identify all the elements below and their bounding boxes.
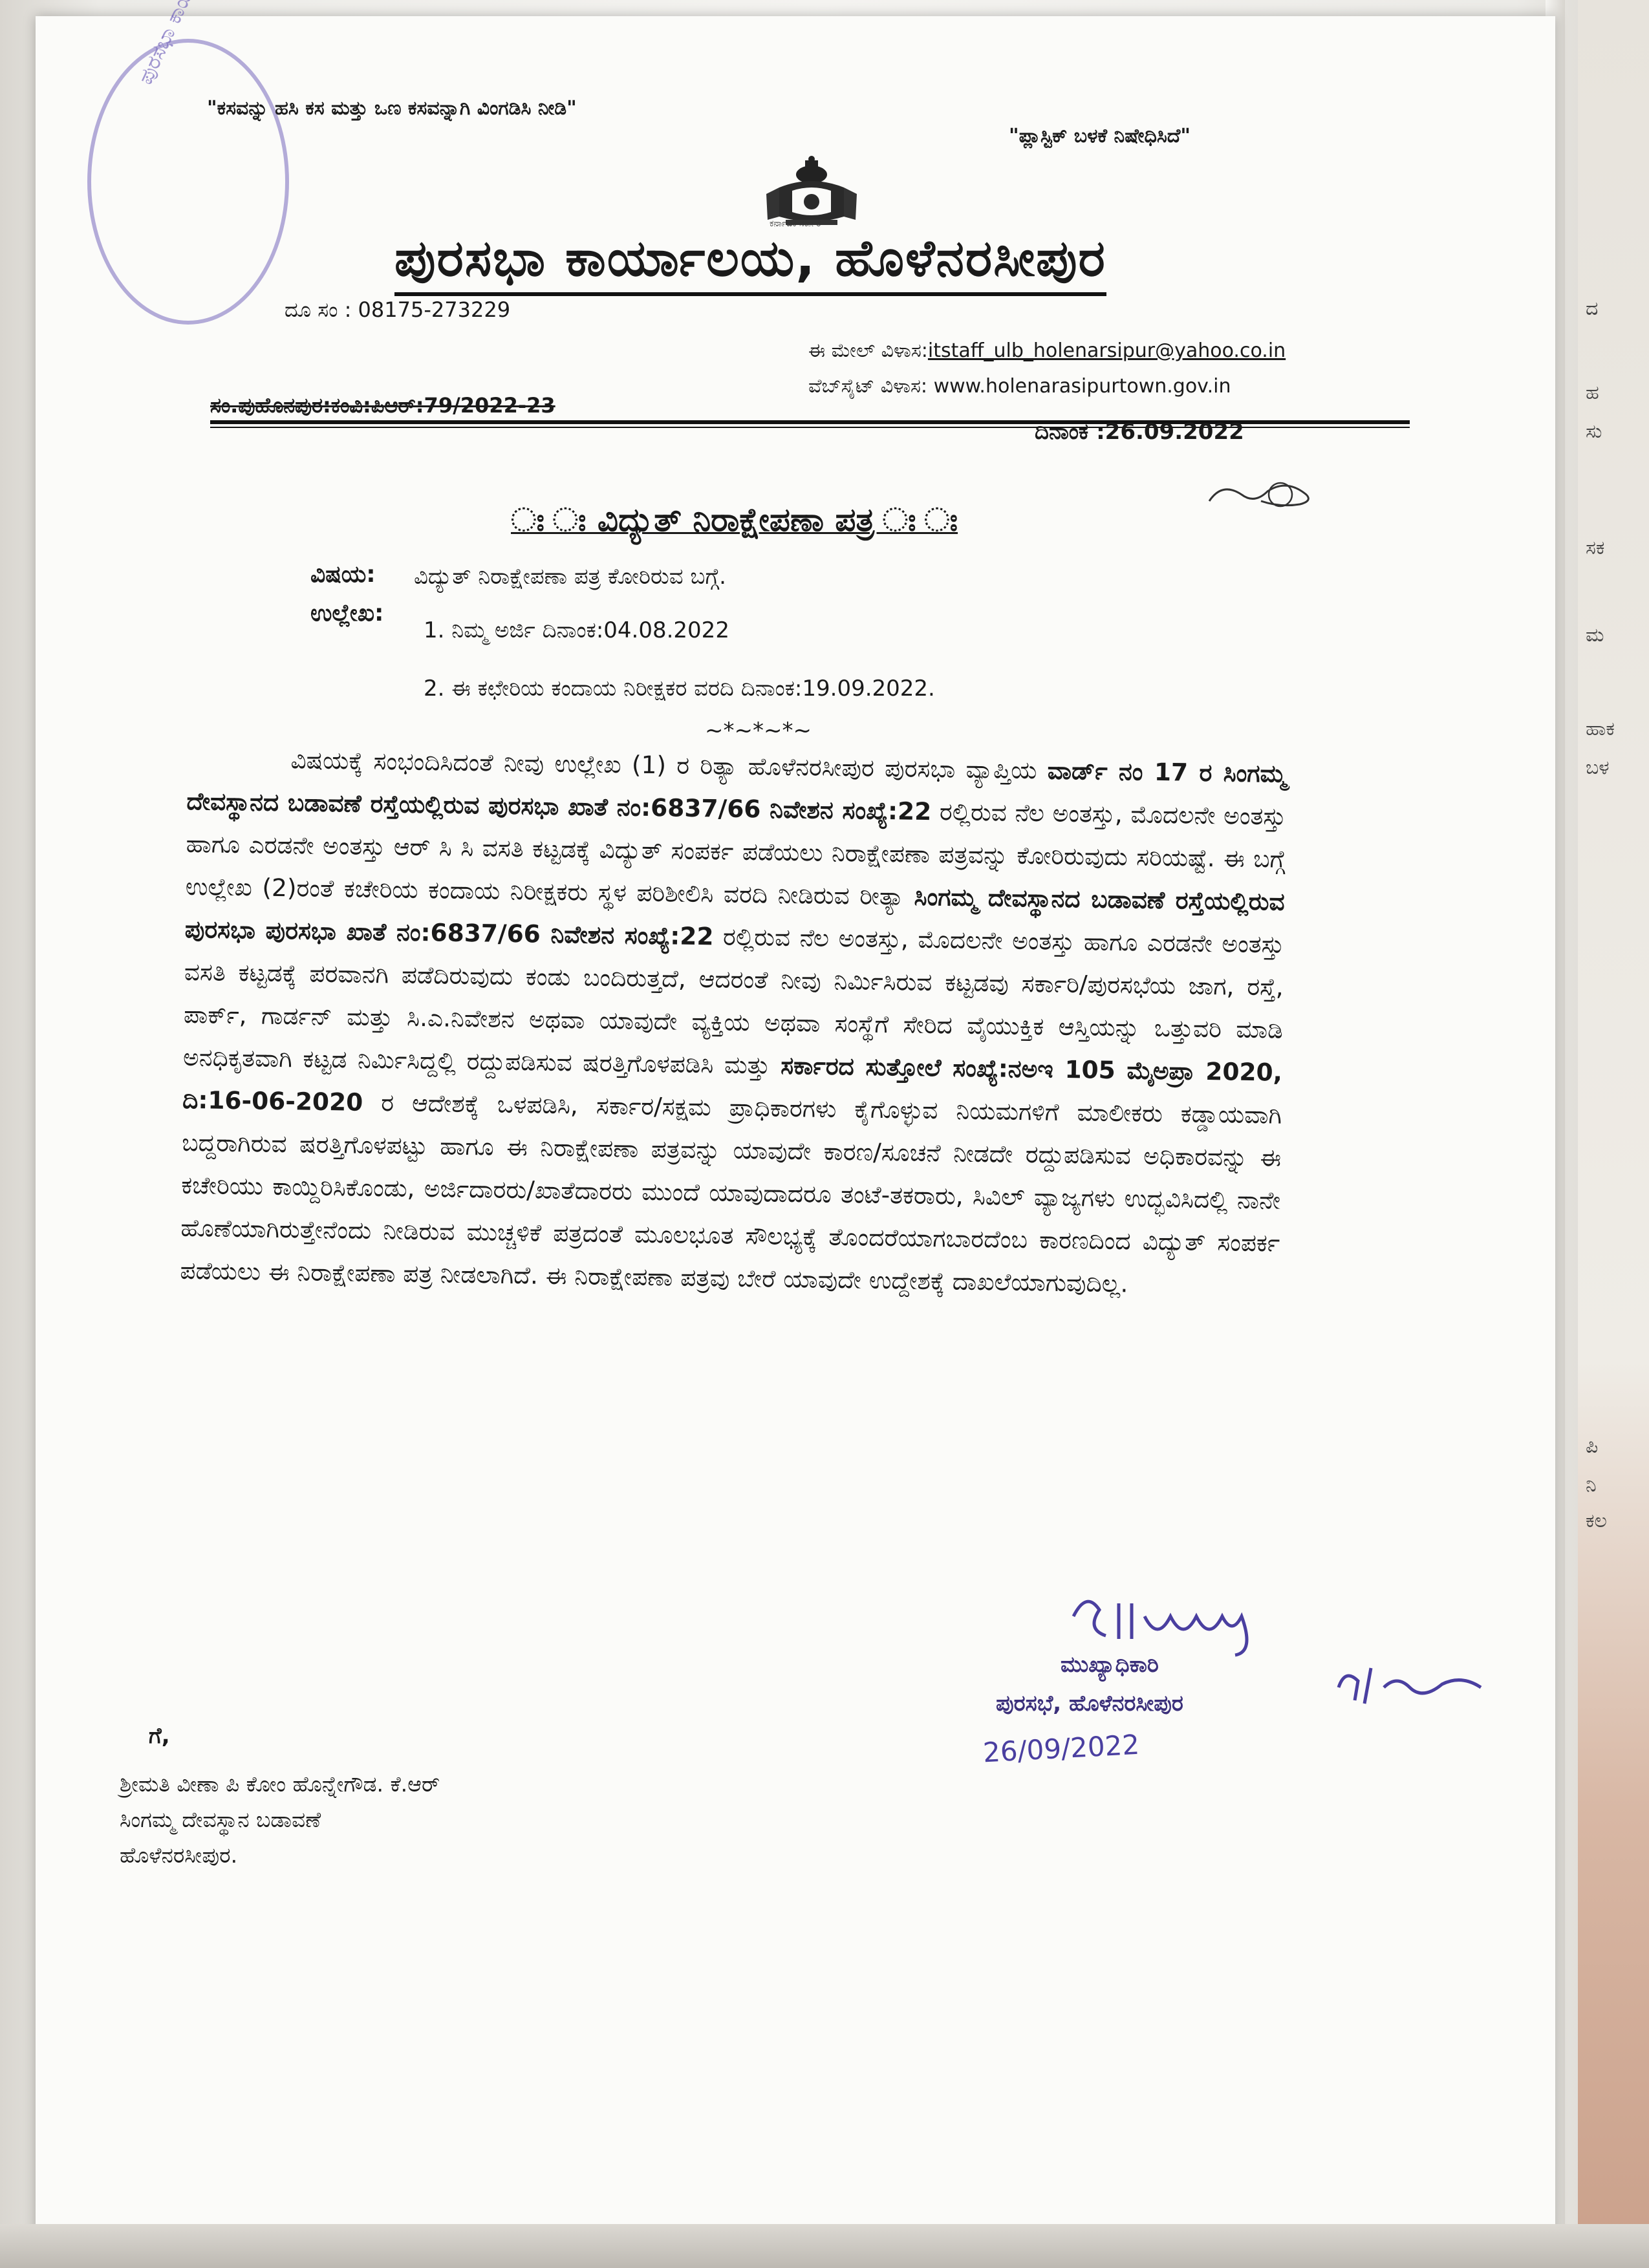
scan-bottom-edge bbox=[0, 2224, 1649, 2268]
addressee-address: ಸಿಂಗಮ್ಮ ದೇವಸ್ಥಾನ ಬಡಾವಣೆ bbox=[120, 1807, 321, 1832]
body-bold-text: ಸಿಂಗಮ್ಮ ದೇವಸ್ಥಾನದ ಬಡಾವಣೆ ರಸ್ತೆಯಲ್ಲಿರುವ ಪುರಸಭಾ ಪುರಸಭಾ ಖಾತೆ ನಂ:6837/66 ನಿವೇಶನ ಸಂಖ್ಯೆ:22 bbox=[184, 882, 1285, 951]
signatory-title: ಮುಖ್ಯಾಧಿಕಾರಿ bbox=[1061, 1652, 1159, 1678]
phone-number: ದೂ ಸಂ : 08175-273229 bbox=[285, 297, 511, 322]
margin-fragment: ಸು bbox=[1586, 420, 1602, 443]
emblem-caption: ಕರ್ನಾಟಕ ಸರ್ಕಾರ bbox=[770, 219, 821, 229]
subject-text: ವಿದ್ಯುತ್ ನಿರಾಕ್ಷೇಪಣಾ ಪತ್ರ ಕೋರಿರುವ ಬಗ್ಗೆ. bbox=[414, 564, 726, 590]
waste-segregation-slogan: "ಕಸವನ್ನು ಹಸಿ ಕಸ ಮತ್ತು ಒಣ ಕಸವನ್ನಾಗಿ ವಿಂಗಡಿಸಿ ನೀಡಿ" bbox=[207, 97, 577, 120]
margin-fragment: ಹಾಕ bbox=[1586, 718, 1615, 740]
body-text: ರಲ್ಲಿರುವ ನೆಲ ಅಂತಸ್ತು, ಮೊದಲನೇ ಅಂತಸ್ತು ಹಾಗೂ ಎರಡನೇ ಅಂತಸ್ತು ವಸತಿ ಕಟ್ಟಡಕ್ಕೆ ಪರವಾನಗಿ ಪಡೆದಿರುವುದು ಕಂಡು ಬಂದಿರುತ್ತದೆ, ಆದರಂತೆ ನೀವು ನಿರ್ಮಿಸಿರುವ ಕಟ್ಟಡವು ಸರ್ಕಾರಿ/ಪುರಸಭೆಯ ಜಾಗ, ರಸ್ತೆ, ಪಾರ್ಕ್, ಗಾರ್ಡನ್ ಮತ್ತು ಸಿ.ಎ.ನಿವೇಶನ ಅಥವಾ ಯಾವುದೇ ವ್ಯಕ್ತಿಯ ಅಥವಾ ಸಂಸ್ಥೆಗೆ ಸೇರಿದ ವೈಯುಕ್ತಿಕ ಆಸ್ತಿಯನ್ನು ಒತ್ತುವರಿ ಮಾಡಿ ಅನಧಿಕೃತವಾಗಿ ಕಟ್ಟಡ ನಿರ್ಮಿಸಿದ್ದಲ್ಲಿ ರದ್ದುಪಡಿಸುವ ಷರತ್ತಿಗೊಳಪಡಿಸಿ ಮತ್ತು bbox=[182, 922, 1284, 1080]
email-label: ಈ ಮೇಲ್ ವಿಳಾಸ: bbox=[808, 339, 928, 362]
document-heading: ಃ ಃ ವಿದ್ಯುತ್ ನಿರಾಕ್ಷೇಪಣಾ ಪತ್ರ ಃ ಃ bbox=[511, 501, 958, 539]
website-link[interactable]: www.holenarasipurtown.gov.in bbox=[933, 375, 1231, 398]
reference-number: ಸಂ.ಪುಹೊನಪುರ:ಕಂವಿ:ಪಿಆರ್:79/2022-23 bbox=[210, 393, 555, 418]
body-bold-text: ವಾರ್ಡ್ ನಂ 17 ರ ಸಿಂಗಮ್ಮ ದೇವಸ್ಥಾನದ ಬಡಾವಣೆ ರಸ್ತೆಯಲ್ಲಿರುವ ಪುರಸಭಾ ಖಾತೆ ನಂ:6837/66 ನಿವೇಶನ ಸಂಖ್ಯೆ:22 bbox=[186, 756, 1287, 826]
margin-fragment: ಬಳ bbox=[1586, 756, 1610, 779]
body-text: ರಲ್ಲಿರುವ ನೆಲ ಅಂತಸ್ತು, ಮೊದಲನೇ ಅಂತಸ್ತು ಹಾಗೂ ಎರಡನೇ ಅಂತಸ್ತು ಆರ್ ಸಿ ಸಿ ವಸತಿ ಕಟ್ಟಡಕ್ಕೆ ವಿದ್ಯುತ್ ಸಂಪರ್ಕ ಪಡೆಯಲು ನಿರಾಕ್ಷೇಪಣಾ ಪತ್ರವನ್ನು ಕೋರಿರುವುದು ಸರಿಯಷ್ಟೆ. ಈ ಬಗ್ಗೆ ಉಲ್ಲೇಖ (2)ರಂತೆ ಕಚೇರಿಯ ಕಂದಾಯ ನಿರೀಕ್ಷಕರು ಸ್ಥಳ ಪರಿಶೀಲಿಸಿ ವರದಿ ನೀಡಿರುವ ರೀತ್ಯಾ bbox=[185, 797, 1286, 911]
margin-fragment: ಹ bbox=[1586, 381, 1599, 404]
margin-fragment: ದ bbox=[1586, 297, 1599, 320]
initials-signature-icon bbox=[1203, 475, 1319, 520]
margin-fragment: ಮ bbox=[1586, 624, 1604, 647]
letter-body bbox=[180, 737, 1287, 1307]
letter-date: ದಿನಾಂಕ :26.09.2022 bbox=[1035, 419, 1244, 445]
subject-label: ವಿಷಯ: bbox=[310, 561, 376, 588]
addressee-name: ಶ್ರೀಮತಿ ವೀಣಾ ಪಿ ಕೋಂ ಹೊನ್ನೇಗೌಡ. ಕೆ.ಆರ್ bbox=[120, 1771, 440, 1797]
website-line bbox=[808, 375, 1231, 398]
office-title: ಪುರಸಭಾ ಕಾರ್ಯಾಲಯ, ಹೊಳೆನರಸೀಪುರ bbox=[394, 230, 1106, 296]
reference-item: 1. ನಿಮ್ಮ ಅರ್ಜಿ ದಿನಾಂಕ:04.08.2022 bbox=[424, 617, 729, 643]
underlying-page-strip bbox=[1578, 0, 1649, 2268]
body-bold-text: ಸರ್ಕಾರದ ಸುತ್ತೋಲೆ ಸಂಖ್ಯೆ:ನಅಇ 105 ಮೈಅಪ್ರಾ 2020, ದಿ:16-06-2020 bbox=[182, 1051, 1283, 1117]
addressee-label: ಗೆ, bbox=[149, 1723, 170, 1749]
office-seal-stamp bbox=[87, 39, 289, 325]
website-label: ವೆಬ್‌ಸೈಟ್ ವಿಳಾಸ: bbox=[808, 375, 928, 398]
margin-fragment: ಕಲ bbox=[1586, 1510, 1607, 1532]
email-link[interactable]: itstaff_ulb_holenarsipur@yahoo.co.in bbox=[927, 339, 1286, 362]
plastic-ban-slogan: "ಪ್ಲಾಸ್ಟಿಕ್ ಬಳಕೆ ನಿಷೇಧಿಸಿದೆ" bbox=[1009, 125, 1191, 147]
margin-fragment: ನಿ bbox=[1586, 1474, 1597, 1497]
references-label: ಉಲ್ಲೇಖ: bbox=[310, 600, 384, 626]
addressee-town: ಹೊಳೆನರಸೀಪುರ. bbox=[120, 1843, 238, 1868]
body-text: ವಿಷಯಕ್ಕೆ ಸಂಭಂದಿಸಿದಂತೆ ನೀವು ಉಲ್ಲೇಖ (1) ರ ರಿತ್ಯಾ ಹೊಳೆನರಸೀಪುರ ಪುರಸಭಾ ವ್ಯಾಪ್ತಿಯ bbox=[290, 745, 1037, 785]
margin-fragment: ಪಿ bbox=[1586, 1435, 1599, 1458]
body-text: ರ ಆದೇಶಕ್ಕೆ ಒಳಪಡಿಸಿ, ಸರ್ಕಾರ/ಸಕ್ಷಮ ಪ್ರಾಧಿಕಾರಗಳು ಕೈಗೊಳ್ಳುವ ನಿಯಮಗಳಿಗೆ ಮಾಲೀಕರು ಕಡ್ಡಾಯವಾಗಿ ಬದ್ದರಾಗಿರುವ ಷರತ್ತಿಗೊಳಪಟ್ಟು ಹಾಗೂ ಈ ನಿರಾಕ್ಷೇಪಣಾ ಪತ್ರವನ್ನು ಯಾವುದೇ ಕಾರಣ/ಸೂಚನೆ ನೀಡದೇ ರದ್ದುಪಡಿಸುವ ಅಧಿಕಾರವನ್ನು ಈ ಕಚೇರಿಯು ಕಾಯ್ದಿರಿಸಿಕೊಂಡು, ಅರ್ಜಿದಾರರು/ಖಾತೆದಾರರು ಮುಂದೆ ಯಾವುದಾದರೂ ತಂಟೆ-ತಕರಾರು, ಸಿವಿಲ್ ವ್ಯಾಜ್ಯಗಳು ಉದ್ಭವಿಸಿದಲ್ಲಿ ನಾನೇ ಹೊಣೆಯಾಗಿರುತ್ತೇನೆಂದು ನೀಡಿರುವ ಮುಚ್ಚಳಿಕೆ ಪತ್ರದಂತೆ ಮೂಲಭೂತ ಸೌಲಭ್ಯಕ್ಕೆ ತೊಂದರೆಯಾಗಬಾರದೆಂಬ ಕಾರಣದಿಂದ ವಿದ್ಯುತ್ ಸಂಪರ್ಕ ಪಡೆಯಲು ಈ ನಿರಾಕ್ಷೇಪಣಾ ಪತ್ರ ನೀಡಲಾಗಿದೆ. ಈ ನಿರಾಕ್ಷೇಪಣಾ ಪತ್ರವು ಬೇರೆ ಯಾವುದೇ ಉದ್ದೇಶಕ್ಕೆ ದಾಖಲೆಯಾಗುವುದಿಲ್ಲ. bbox=[180, 1088, 1282, 1298]
section-divider: ~*~*~*~ bbox=[705, 718, 812, 744]
margin-fragment: ಸಕ bbox=[1586, 537, 1605, 559]
email-line bbox=[808, 339, 1286, 362]
handwritten-date: 26/09/2022 bbox=[982, 1728, 1141, 1769]
signatory-office: ಪುರಸಭೆ, ಹೊಳೆನರಸೀಪುರ bbox=[996, 1691, 1183, 1717]
reference-item: 2. ಈ ಕಛೇರಿಯ ಕಂದಾಯ ನಿರೀಕ್ಷಕರ ವರದಿ ದಿನಾಂಕ:19.09.2022. bbox=[424, 676, 935, 701]
